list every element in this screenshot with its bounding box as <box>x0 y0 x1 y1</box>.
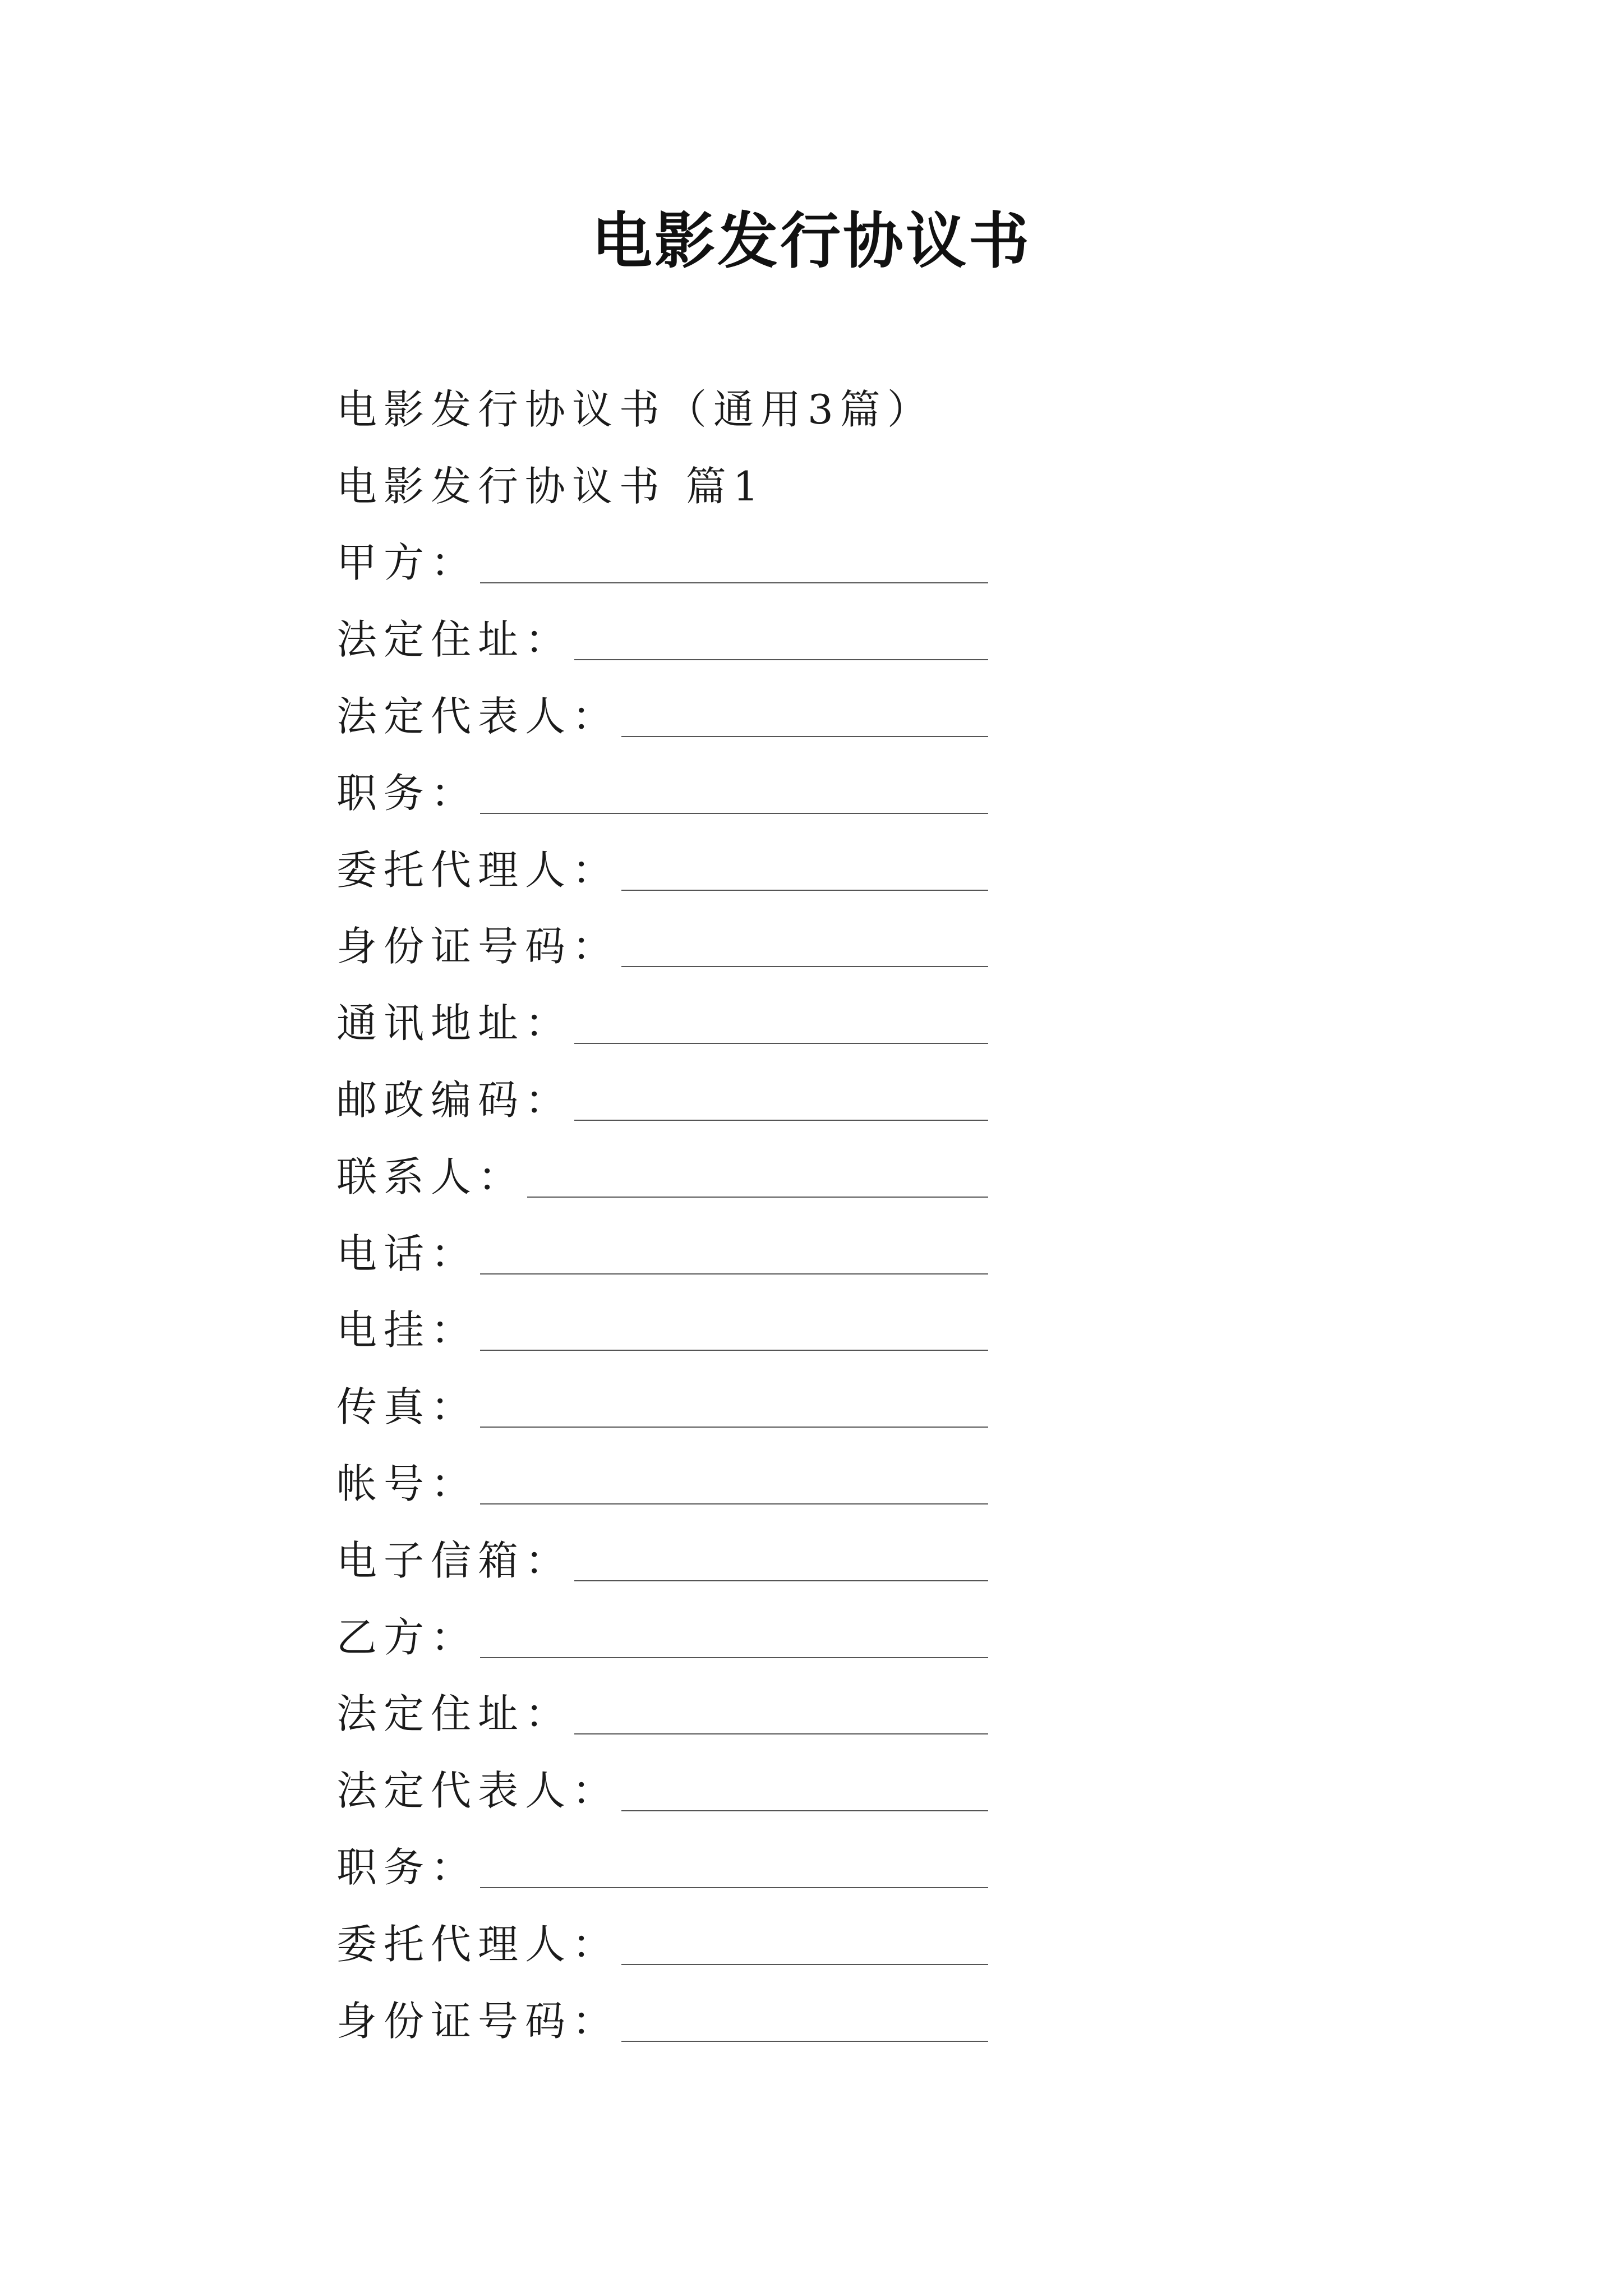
field-label: 委托代理人： <box>336 1920 620 1968</box>
field-label: 职务： <box>336 769 478 817</box>
field-legal-representative-a <box>336 691 988 742</box>
blank-line <box>621 889 988 891</box>
field-position-a <box>336 768 988 818</box>
blank-line <box>574 1042 988 1044</box>
field-position-b <box>336 1842 988 1893</box>
field-agent-b <box>336 1919 988 1970</box>
section-heading: 电影发行协议书 篇1 <box>336 462 766 510</box>
document-subtitle: 电影发行协议书（通用3篇） <box>336 385 934 433</box>
field-label: 甲方： <box>336 539 478 587</box>
blank-line <box>480 1503 988 1504</box>
blank-line <box>621 1963 988 1965</box>
field-label: 乙方： <box>336 1613 478 1661</box>
blank-line <box>574 659 988 660</box>
field-phone-a <box>336 1228 988 1279</box>
field-telegraph-a <box>336 1305 988 1355</box>
field-party-a <box>336 537 988 588</box>
field-label: 联系人： <box>336 1153 525 1200</box>
field-label: 帐号： <box>336 1460 478 1507</box>
field-label: 法定住址： <box>336 616 573 664</box>
field-postal-code-a <box>336 1075 988 1125</box>
field-label: 电话： <box>336 1230 478 1277</box>
field-label: 委托代理人： <box>336 846 620 894</box>
field-fax-a <box>336 1382 988 1432</box>
field-account-a <box>336 1458 988 1509</box>
field-label: 邮政编码： <box>336 1076 573 1124</box>
field-legal-representative-b <box>336 1765 988 1816</box>
field-label: 职务： <box>336 1843 478 1891</box>
field-label: 电挂： <box>336 1306 478 1354</box>
field-mailing-address-a <box>336 998 988 1048</box>
document-body <box>336 374 998 2062</box>
field-legal-address-b <box>336 1688 988 1739</box>
blank-line <box>480 1273 988 1274</box>
blank-line <box>480 1426 988 1428</box>
field-contact-a <box>336 1152 988 1202</box>
field-label: 身份证号码： <box>336 1997 620 2045</box>
blank-line <box>480 1887 988 1888</box>
field-agent-a <box>336 845 988 895</box>
field-legal-address-a <box>336 614 988 665</box>
blank-line <box>621 965 988 967</box>
blank-line <box>480 582 988 583</box>
blank-line <box>621 2040 988 2042</box>
blank-line <box>621 1810 988 1811</box>
field-label: 身份证号码： <box>336 923 620 970</box>
blank-line <box>574 1119 988 1121</box>
field-label: 传真： <box>336 1383 478 1431</box>
document-title: 电影发行协议书 <box>591 206 1031 277</box>
blank-line <box>480 1349 988 1351</box>
field-party-b <box>336 1612 988 1663</box>
blank-line <box>527 1196 988 1198</box>
blank-line <box>574 1580 988 1581</box>
field-label: 法定代表人： <box>336 1767 620 1815</box>
field-id-number-b <box>336 1996 988 2046</box>
blank-line <box>621 735 988 737</box>
field-label: 通讯地址： <box>336 1000 573 1047</box>
field-label: 法定代表人： <box>336 692 620 740</box>
blank-line <box>480 1657 988 1658</box>
field-id-number-a <box>336 921 988 972</box>
field-label: 电子信箱： <box>336 1536 573 1584</box>
field-email-a <box>336 1535 988 1586</box>
blank-line <box>480 812 988 814</box>
blank-line <box>574 1733 988 1734</box>
field-label: 法定住址： <box>336 1690 573 1738</box>
